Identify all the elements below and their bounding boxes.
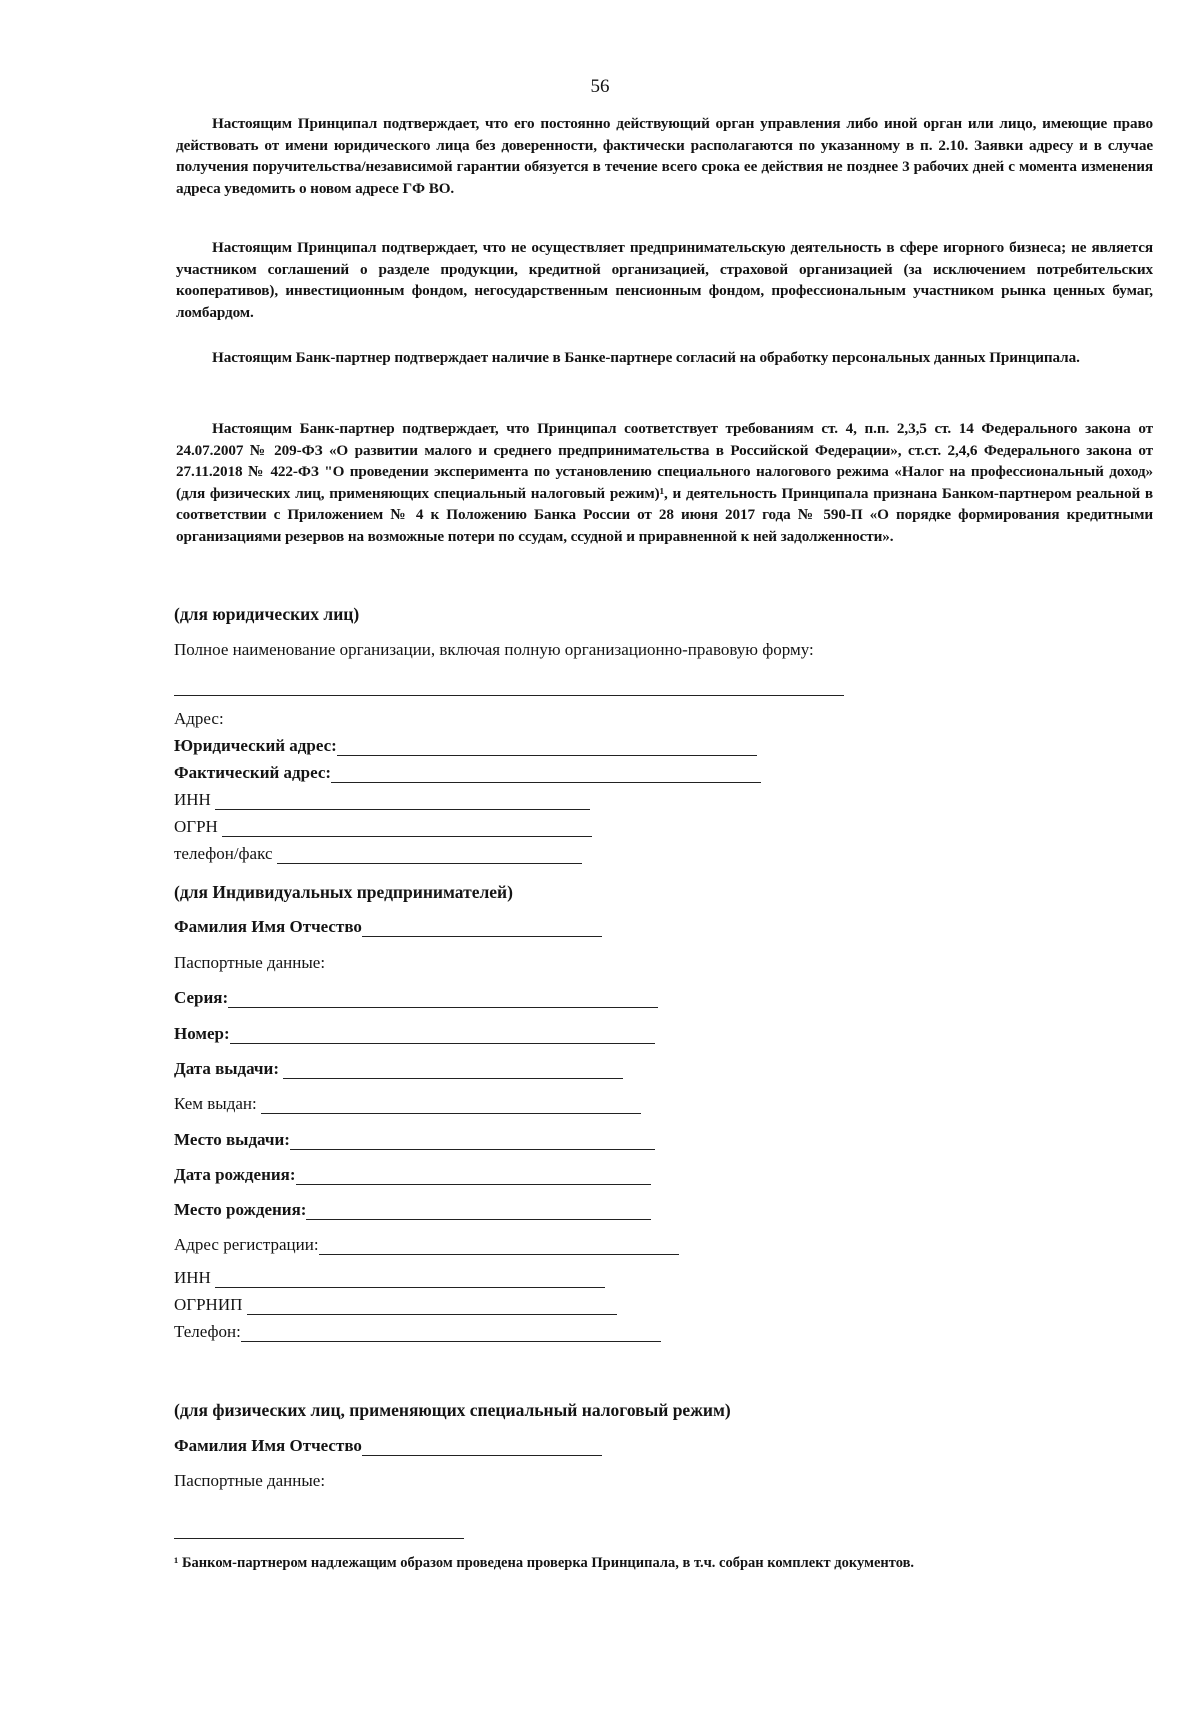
- ip-fio-label: Фамилия Имя Отчество: [174, 917, 362, 936]
- birth-date-label: Дата рождения:: [174, 1165, 296, 1184]
- number-row: [174, 1024, 655, 1044]
- issue-date-row: [174, 1059, 623, 1079]
- phone-fax-row: [174, 844, 582, 864]
- ip-phone-label: Телефон:: [174, 1322, 241, 1341]
- birth-place-field[interactable]: [306, 1204, 651, 1220]
- issue-date-label: Дата выдачи:: [174, 1059, 279, 1078]
- se-fio-row: [174, 1436, 602, 1456]
- actual-address-label: Фактический адрес:: [174, 763, 332, 782]
- registration-field[interactable]: [319, 1239, 679, 1255]
- legal-inn-row: [174, 790, 590, 810]
- actual-address-row: [174, 763, 761, 783]
- page-number: 56: [590, 76, 610, 97]
- issue-place-field[interactable]: [290, 1134, 655, 1150]
- selfemployed-heading: (для физических лиц, применяющих специальный налоговый режим): [174, 1400, 731, 1420]
- legal-address-field[interactable]: [337, 740, 757, 756]
- series-field[interactable]: [228, 992, 658, 1008]
- issue-place-label: Место выдачи:: [174, 1130, 290, 1149]
- phone-fax-field[interactable]: [277, 848, 582, 864]
- series-row: [174, 988, 658, 1008]
- paragraph-requirements-compliance: Настоящим Банк-партнер подтверждает, что Принципал соответствует требованиям ст. 4, п.п. 2,3,5 ст. 14 Федерального закона от 24.07.2007 № 209-ФЗ «О развитии малого и среднего предпринимательства в Российской Федерации», ст.ст. 2,4,6 Федерального закона от 27.11.2018 № 422-ФЗ "О проведении эксперимента по установлению специального налогового режима «Налог на профессиональный доход» (для физических лиц, применяющих специальный налоговый режим)¹, и деятельность Принципала признана Банком-партнером реальной в соответствии с Приложением № 4 к Положению Банка России от 28 июня 2017 года № 590-П «О порядке формирования кредитными организациями резервов на возможные потери по ссудам, ссудной и приравненной к ней задолженности».: [176, 420, 1153, 545]
- number-field[interactable]: [230, 1028, 655, 1044]
- ip-heading: (для Индивидуальных предпринимателей): [174, 882, 513, 902]
- ip-inn-label: ИНН: [174, 1268, 211, 1287]
- ip-passport-label: Паспортные данные:: [174, 953, 326, 972]
- legal-address-row: [174, 736, 757, 756]
- ogrnip-row: [174, 1295, 617, 1315]
- paragraph-address-confirmation: Настоящим Принципал подтверждает, что его постоянно действующий орган управления либо иной орган или лицо, имеющие право действовать от имени юридического лица без доверенности, фактически располагаются по указанному в п. 2.10. Заявки адресу и в случае получения поручительства/независимой гарантии обязуется в течение всего срока ее действия не позднее 3 рабочих дней с момента изменения адреса уведомить о новом адресе ГФ ВО.: [176, 115, 1153, 197]
- birth-date-row: [174, 1165, 651, 1185]
- ogrnip-label: ОГРНИП: [174, 1295, 243, 1314]
- registration-label: Адрес регистрации:: [174, 1235, 319, 1254]
- number-label: Номер:: [174, 1024, 230, 1043]
- ogrn-field[interactable]: [222, 821, 592, 837]
- issue-date-field[interactable]: [283, 1063, 623, 1079]
- ip-inn-row: [174, 1268, 605, 1288]
- se-fio-label: Фамилия Имя Отчество: [174, 1436, 362, 1455]
- se-passport-label: Паспортные данные:: [174, 1471, 326, 1490]
- ip-phone-field[interactable]: [241, 1326, 661, 1342]
- ip-fio-field[interactable]: [362, 921, 602, 937]
- phone-fax-label: телефон/факс: [174, 844, 273, 863]
- legal-inn-field[interactable]: [215, 794, 590, 810]
- se-fio-field[interactable]: [362, 1440, 602, 1456]
- ogrn-row: [174, 817, 592, 837]
- ip-fio-row: [174, 917, 602, 937]
- ogrn-label: ОГРН: [174, 817, 218, 836]
- birth-place-row: [174, 1200, 651, 1220]
- registration-row: [174, 1235, 679, 1255]
- ip-phone-row: [174, 1322, 661, 1342]
- full-name-field[interactable]: [174, 695, 844, 696]
- legal-address-label: Юридический адрес:: [174, 736, 337, 755]
- issued-by-field[interactable]: [261, 1098, 641, 1114]
- ip-inn-field[interactable]: [215, 1272, 605, 1288]
- paragraph-personal-data-consent: Настоящим Банк-партнер подтверждает наличие в Банке-партнере согласий на обработку персональных данных Принципала.: [212, 349, 1080, 366]
- birth-date-field[interactable]: [296, 1169, 651, 1185]
- series-label: Серия:: [174, 988, 229, 1007]
- birth-place-label: Место рождения:: [174, 1200, 307, 1219]
- ogrnip-field[interactable]: [247, 1299, 617, 1315]
- legal-entity-heading: (для юридических лиц): [174, 604, 360, 624]
- issued-by-row: [174, 1094, 641, 1114]
- issued-by-label: Кем выдан:: [174, 1094, 257, 1113]
- legal-inn-label: ИНН: [174, 790, 211, 809]
- full-name-label: Полное наименование организации, включая полную организационно-правовую форму:: [174, 640, 814, 659]
- paragraph-business-confirmation: Настоящим Принципал подтверждает, что не осуществляет предпринимательскую деятельность в сфере игорного бизнеса; не является участником соглашений о разделе продукции, кредитной организацией, страховой организацией (за исключением потребительских кооперативов), инвестиционным фондом, негосударственным пенсионным фондом, профессиональным участником рынка ценных бумаг, ломбардом.: [176, 239, 1153, 321]
- footnote: ¹ Банком-партнером надлежащим образом проведена проверка Принципала, в т.ч. собран комплект документов.: [174, 1555, 915, 1571]
- address-label: Адрес:: [174, 709, 224, 728]
- issue-place-row: [174, 1130, 655, 1150]
- footnote-separator: [174, 1538, 464, 1539]
- actual-address-field[interactable]: [331, 767, 761, 783]
